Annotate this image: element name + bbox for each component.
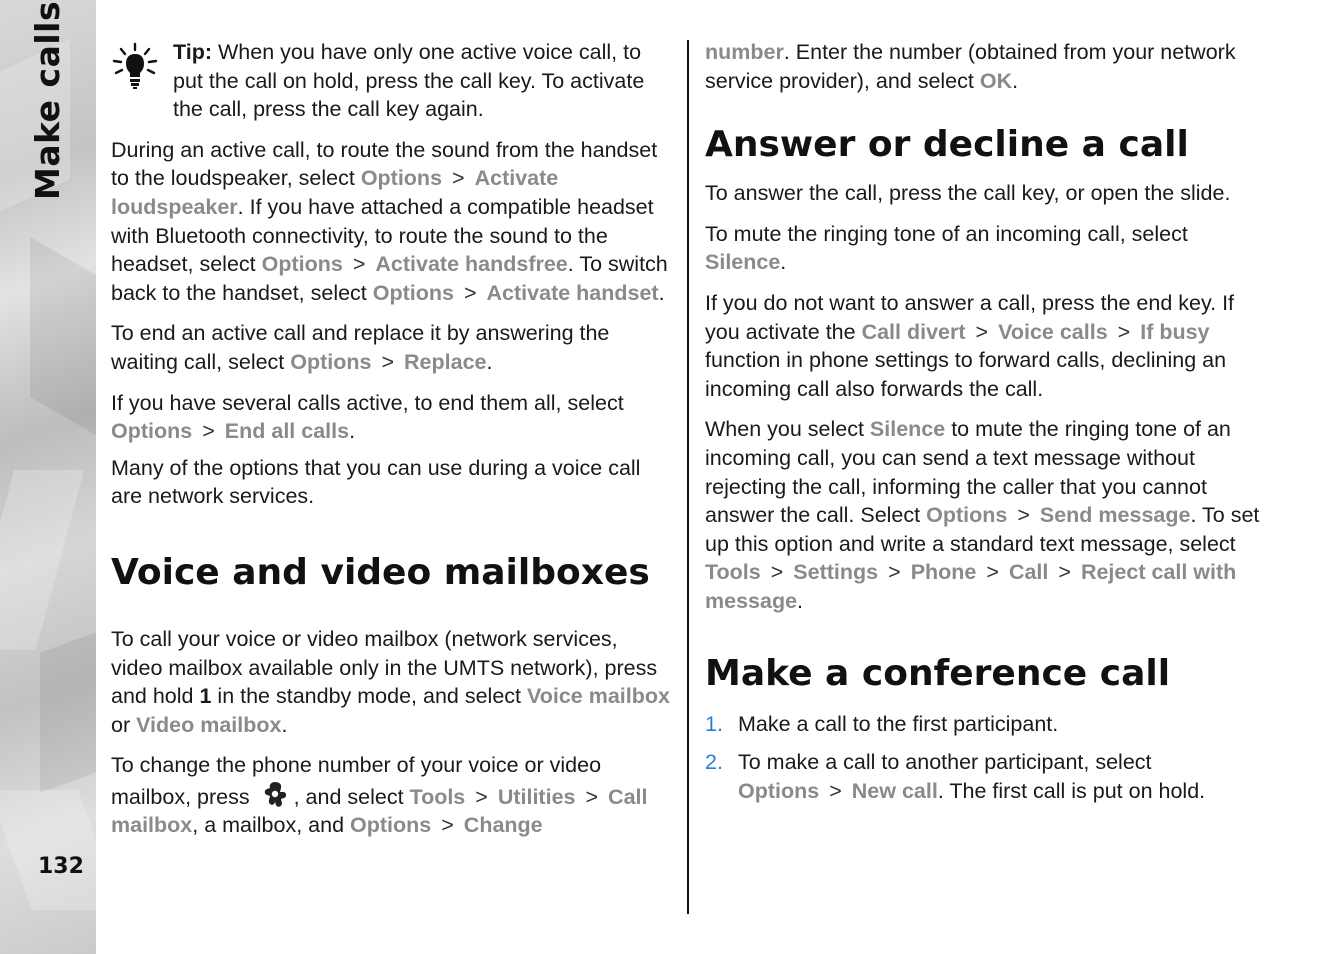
menu-item-options: Options [111,419,193,444]
menu-item-options: Options [372,280,454,305]
paragraph-number-continued [705,38,1271,95]
list-item [705,748,1271,805]
step-text: To make a call to another participant, select [738,750,1152,775]
text: To answer the call, press the call key, or open the slide. [705,181,1231,206]
tip-text [173,38,673,124]
heading-voice-video-mailboxes: Voice and video mailboxes [111,551,650,593]
menu-item-voice-mailbox: Voice mailbox [526,684,670,709]
menu-item-video-mailbox: Video mailbox [136,712,282,737]
sidebar [0,0,96,954]
text: . [780,250,787,275]
heading-conference-call: Make a conference call [705,652,1171,694]
paragraph-replace [111,319,673,376]
text: in the standby mode, and select [211,684,527,709]
menu-item-send-message: Send message [1039,503,1191,528]
paragraph-call-mailbox [111,625,673,739]
text: To call your voice or video mailbox (network services, video mailbox available only in the UMTS network), press and hold [111,626,658,709]
menu-separator: > [888,560,901,585]
text: . [658,280,665,305]
text: or [111,712,137,737]
menu-item-activate-handsfree: Activate handsfree [375,252,568,277]
menu-separator: > [202,419,215,444]
menu-item-settings: Settings [793,560,879,585]
paragraph-reject-message [705,415,1271,615]
menu-separator: > [1017,503,1030,528]
paragraph-decline [705,289,1271,403]
menu-separator: > [452,166,465,191]
tip-box [111,38,673,124]
menu-item-call-divert: Call divert [861,319,966,344]
tip-label: Tip: [173,40,213,64]
menu-separator: > [986,560,999,585]
menu-item-new-call: New call [851,778,938,803]
text: . If you have attached a compatible headset with Bluetooth connectivity, to route the sound to the headset, select [111,194,654,277]
text: To end an active call and replace it by answering the waiting call, select [111,321,610,374]
right-column [705,38,1271,815]
text: During an active call, to route the sound from the handset to the loudspeaker, select [111,137,658,191]
list-number: 1. [705,711,723,736]
column-divider [687,40,689,914]
menu-item-end-all-calls: End all calls [224,419,350,444]
text: To mute the ringing tone of an incoming call, select [705,221,1188,246]
menu-item-ok: OK [979,68,1013,93]
list-number: 2. [705,750,723,775]
text: . [281,712,288,737]
menu-item-options: Options [261,252,343,277]
menu-item-tools: Tools [705,560,761,585]
menu-item-activate-loudspeaker: Activate loudspeaker [111,166,559,219]
menu-item-number: number [705,40,784,64]
conference-steps [705,710,1271,806]
menu-item-options: Options [360,166,443,191]
text: , and select [293,784,410,809]
text: to mute the ringing tone of an incoming call, you can send a text message without rejecting the call, informing the caller that you cannot answer the call. Select [705,417,1231,528]
text: . Enter the number (obtained from your network service provider), and select [705,40,1236,93]
text: . [797,588,804,613]
menu-separator: > [463,280,477,305]
text: To change the phone number of your voice or video mailbox, press [111,753,602,809]
text: When you select [705,417,870,442]
text: If you do not want to answer a call, press the end key. If you activate the [705,290,1235,344]
text: . [349,419,356,444]
menu-item-utilities: Utilities [497,784,576,809]
menu-item-tools: Tools [409,784,466,809]
menu-item-voice-calls: Voice calls [998,319,1108,344]
text: Many of the options that you can use during a voice call are network services. [111,455,641,509]
menu-item-if-busy: If busy [1140,319,1210,344]
menu-item-silence: Silence [705,250,781,275]
paragraph-answer [705,179,1271,208]
menu-separator: > [475,784,488,809]
menu-separator: > [1058,560,1071,585]
heading-answer-decline: Answer or decline a call [705,124,1189,166]
step-text: Make a call to the first participant. [738,711,1059,736]
text: . [486,349,493,374]
menu-item-options: Options [926,503,1008,528]
list-item [705,710,1271,739]
section-title: Make calls [28,0,67,200]
text: . To set up this option and write a standard text message, select [705,503,1260,556]
menu-item-call-mailbox: Call mailbox [111,784,648,838]
text: function in phone settings to forward calls, declining an incoming call also forwards the call. [705,348,1227,401]
menu-item-replace: Replace [404,349,487,374]
paragraph-mute [705,220,1271,277]
lightbulb-icon [111,42,159,90]
menu-key-icon [262,780,288,810]
key-1: 1 [199,684,212,709]
paragraph-end-all [111,389,673,446]
paragraph-loudspeaker [111,136,673,308]
paragraph-network-services [111,454,673,511]
menu-separator: > [441,813,454,838]
text: . To switch back to the handset, select [111,252,668,305]
menu-item-options: Options [738,778,820,803]
menu-separator: > [770,560,784,585]
menu-item-options: Options [290,349,372,374]
menu-separator: > [585,784,599,809]
menu-separator: > [352,252,366,277]
left-column [111,38,673,852]
page-number: 132 [38,854,84,879]
menu-item-reject-call-with-message: Reject call with message [705,560,1237,613]
menu-item-options: Options [350,813,432,838]
text: If you have several calls active, to end them all, select [111,390,624,415]
menu-separator: > [1117,319,1131,344]
paragraph-change-mailbox [111,751,673,840]
text: . [1012,68,1019,93]
step-text: . The first call is put on hold. [937,778,1206,803]
menu-separator: > [829,778,842,803]
menu-item-silence: Silence [869,417,946,442]
tip-body: When you have only one active voice call, to put the call on hold, press the call key. To activate the call, press the call key again. [173,40,645,122]
menu-item-call: Call [1008,560,1049,585]
menu-item-change: Change [463,813,543,838]
menu-item-phone: Phone [910,560,977,585]
menu-separator: > [975,319,989,344]
text: , a mailbox, and [192,813,351,838]
menu-separator: > [381,349,395,374]
menu-item-activate-handset: Activate handset [486,280,659,305]
